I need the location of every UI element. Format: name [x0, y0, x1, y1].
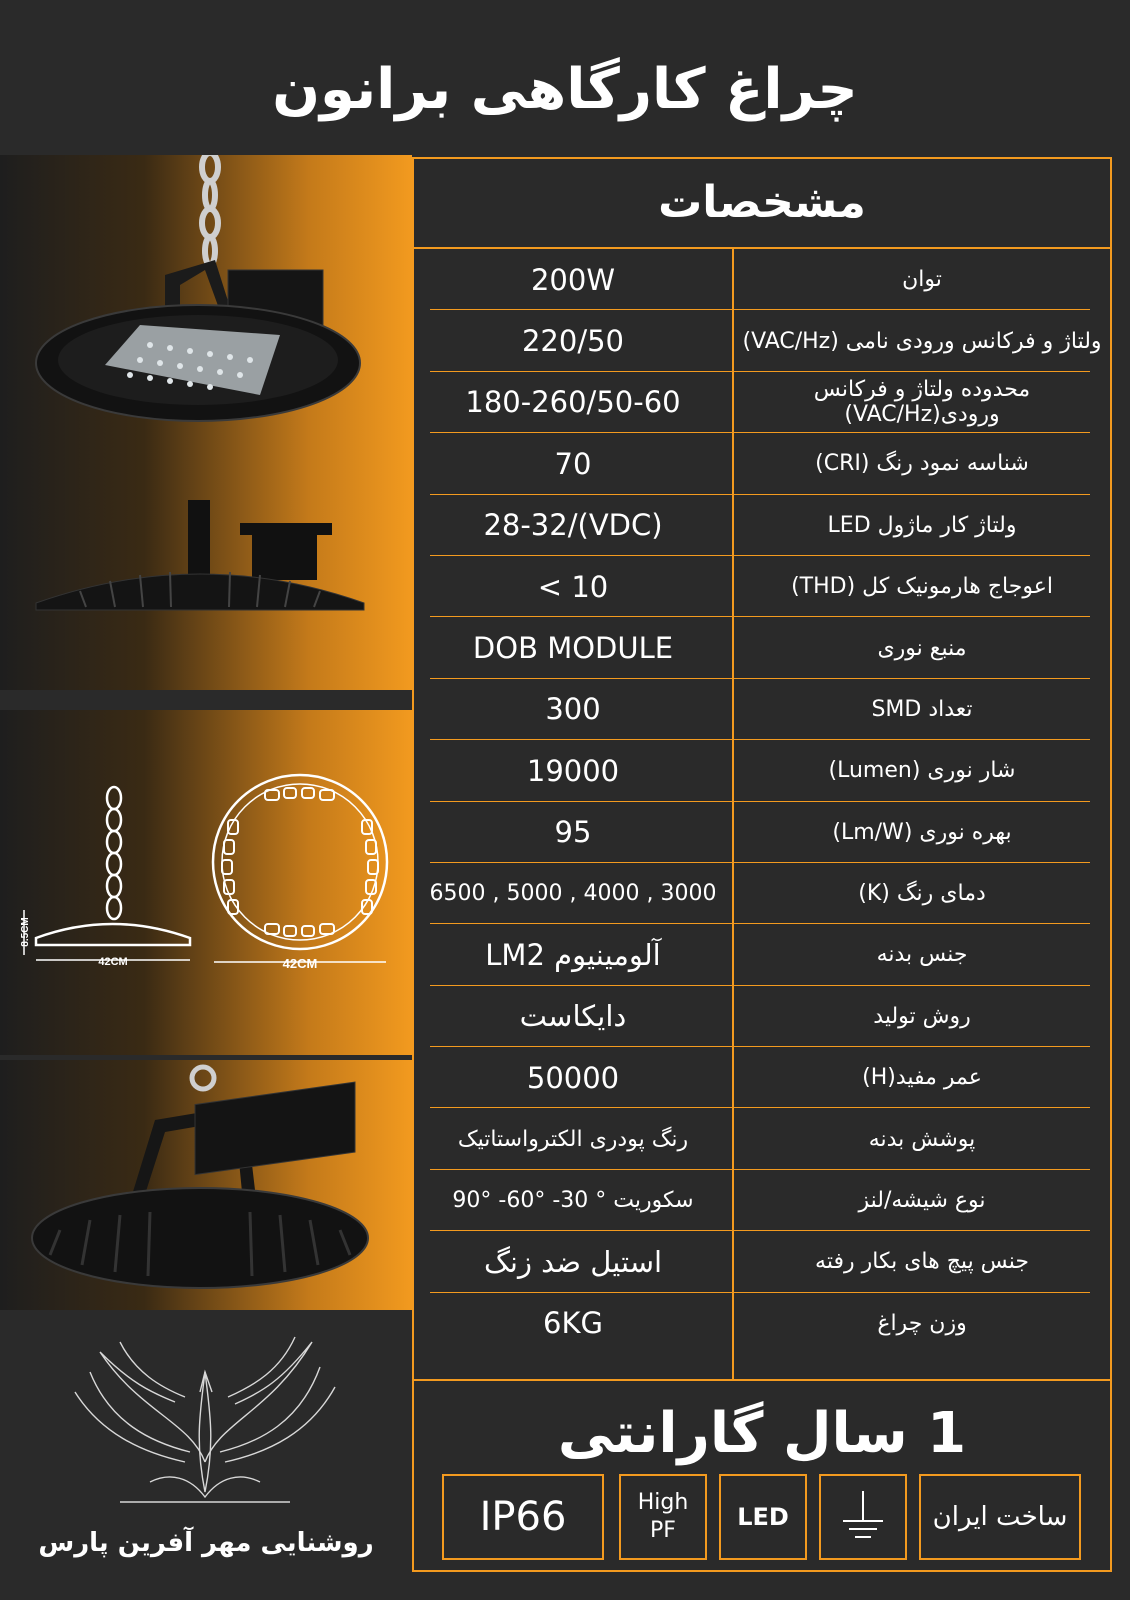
height-label: 8.5CM [20, 917, 31, 947]
pf-line2: PF [650, 1518, 676, 1543]
dimension-drawing-panel [0, 710, 412, 1055]
brand-name: روشنایی مهر آفرین پارس [38, 1528, 374, 1558]
spec-row [414, 1047, 1110, 1108]
spec-value: 6500 , 5000 , 4000 , 3000 [429, 881, 717, 907]
spec-value: 300 [545, 692, 601, 727]
spec-label: ولتاژ کار ماژول LED [827, 512, 1017, 538]
hanging-chain [202, 155, 218, 265]
spec-label: منبع نوری [877, 635, 967, 661]
ground-symbol-icon [833, 1487, 893, 1547]
spec-row [414, 1170, 1110, 1231]
spec-value: 50000 [526, 1060, 620, 1095]
dimension-drawing [0, 710, 412, 1055]
spec-row [414, 924, 1110, 985]
warranty-title: 1 سال گارانتی [557, 1401, 967, 1466]
spec-value: 95 [554, 815, 592, 850]
spec-row [414, 372, 1110, 433]
spec-value: استیل ضد زنگ [483, 1244, 663, 1279]
spec-value: دایکاست [519, 999, 627, 1034]
spec-label: روش تولید [873, 1003, 971, 1029]
spec-value: 70 [554, 446, 592, 481]
spec-table [414, 249, 1110, 1354]
spec-label: پوشش بدنه [868, 1126, 976, 1152]
high-pf-badge [619, 1474, 707, 1560]
spec-row [414, 802, 1110, 863]
width-side-label: 42CM [98, 956, 128, 968]
spec-row [414, 249, 1110, 310]
product-photo-panel [0, 155, 412, 690]
product-illustration [0, 155, 412, 690]
phoenix-logo [0, 1312, 412, 1522]
spec-value: DOB MODULE [472, 631, 674, 666]
spec-label: عمر مفید(H) [862, 1065, 982, 1091]
ip-rating-badge: IP66 [442, 1474, 604, 1560]
spec-label: توان [902, 267, 942, 293]
spec-label: جنس بدنه [876, 942, 968, 968]
spec-label: ولتاژ و فرکانس ورودی نامی (VAC/Hz) [742, 328, 1102, 354]
spec-row [414, 310, 1110, 371]
spec-label: محدوده ولتاژ و فرکانس ورودی(VAC/Hz) [813, 377, 1031, 428]
product-angle-illustration [0, 1060, 412, 1310]
spec-label: جنس پیچ های بکار رفته [815, 1249, 1029, 1275]
spec-value: رنگ پودری الکترواستاتیک [457, 1126, 689, 1152]
spec-row [414, 986, 1110, 1047]
ground-badge [819, 1474, 907, 1560]
spec-label: دمای رنگ (K) [858, 881, 986, 907]
spec-header: مشخصات [414, 159, 1110, 249]
spec-row [414, 617, 1110, 678]
spec-label: وزن چراغ [877, 1310, 967, 1336]
spec-value: 10 > [537, 569, 609, 604]
spec-label: نوع شیشه/لنز [858, 1188, 986, 1214]
spec-value: 6KG [543, 1306, 603, 1341]
spec-label: بهره نوری (Lm/W) [832, 819, 1012, 845]
spec-row [414, 679, 1110, 740]
spec-label: شناسه نمود رنگ (CRI) [815, 451, 1029, 477]
spec-value: 19000 [526, 753, 620, 788]
spec-row [414, 740, 1110, 801]
spec-row [414, 1293, 1110, 1354]
spec-table-box [412, 157, 1112, 1572]
spec-row [414, 1108, 1110, 1169]
spec-row [414, 433, 1110, 494]
spec-value: 200W [530, 262, 616, 297]
warranty-separator [414, 1379, 1110, 1381]
spec-label: تعداد SMD [871, 696, 973, 722]
spec-label: شار نوری (Lumen) [828, 758, 1016, 784]
spec-label: اعوجاج هارمونیک کل (THD) [791, 574, 1053, 600]
spec-row [414, 495, 1110, 556]
drawing-chain [107, 787, 121, 919]
spec-value: سکوریت ° 30- °60- °90 [452, 1188, 694, 1214]
spec-value: آلومینیوم LM2 [485, 937, 661, 972]
spec-row [414, 1231, 1110, 1292]
spec-value: 220/50 [521, 324, 625, 359]
width-top-label: 42CM [282, 956, 318, 971]
spec-row [414, 863, 1110, 924]
spec-row [414, 556, 1110, 617]
pf-line1: High [637, 1490, 689, 1515]
led-badge: LED [719, 1474, 807, 1560]
spec-value: (VDC)/28-32 [483, 508, 663, 543]
product-angle-photo-panel [0, 1060, 412, 1310]
spec-value: 180-260/50-60 [465, 385, 681, 420]
made-in-iran-badge: ساخت ایران [919, 1474, 1081, 1560]
page-title: چراغ کارگاهی برانون [272, 57, 858, 122]
